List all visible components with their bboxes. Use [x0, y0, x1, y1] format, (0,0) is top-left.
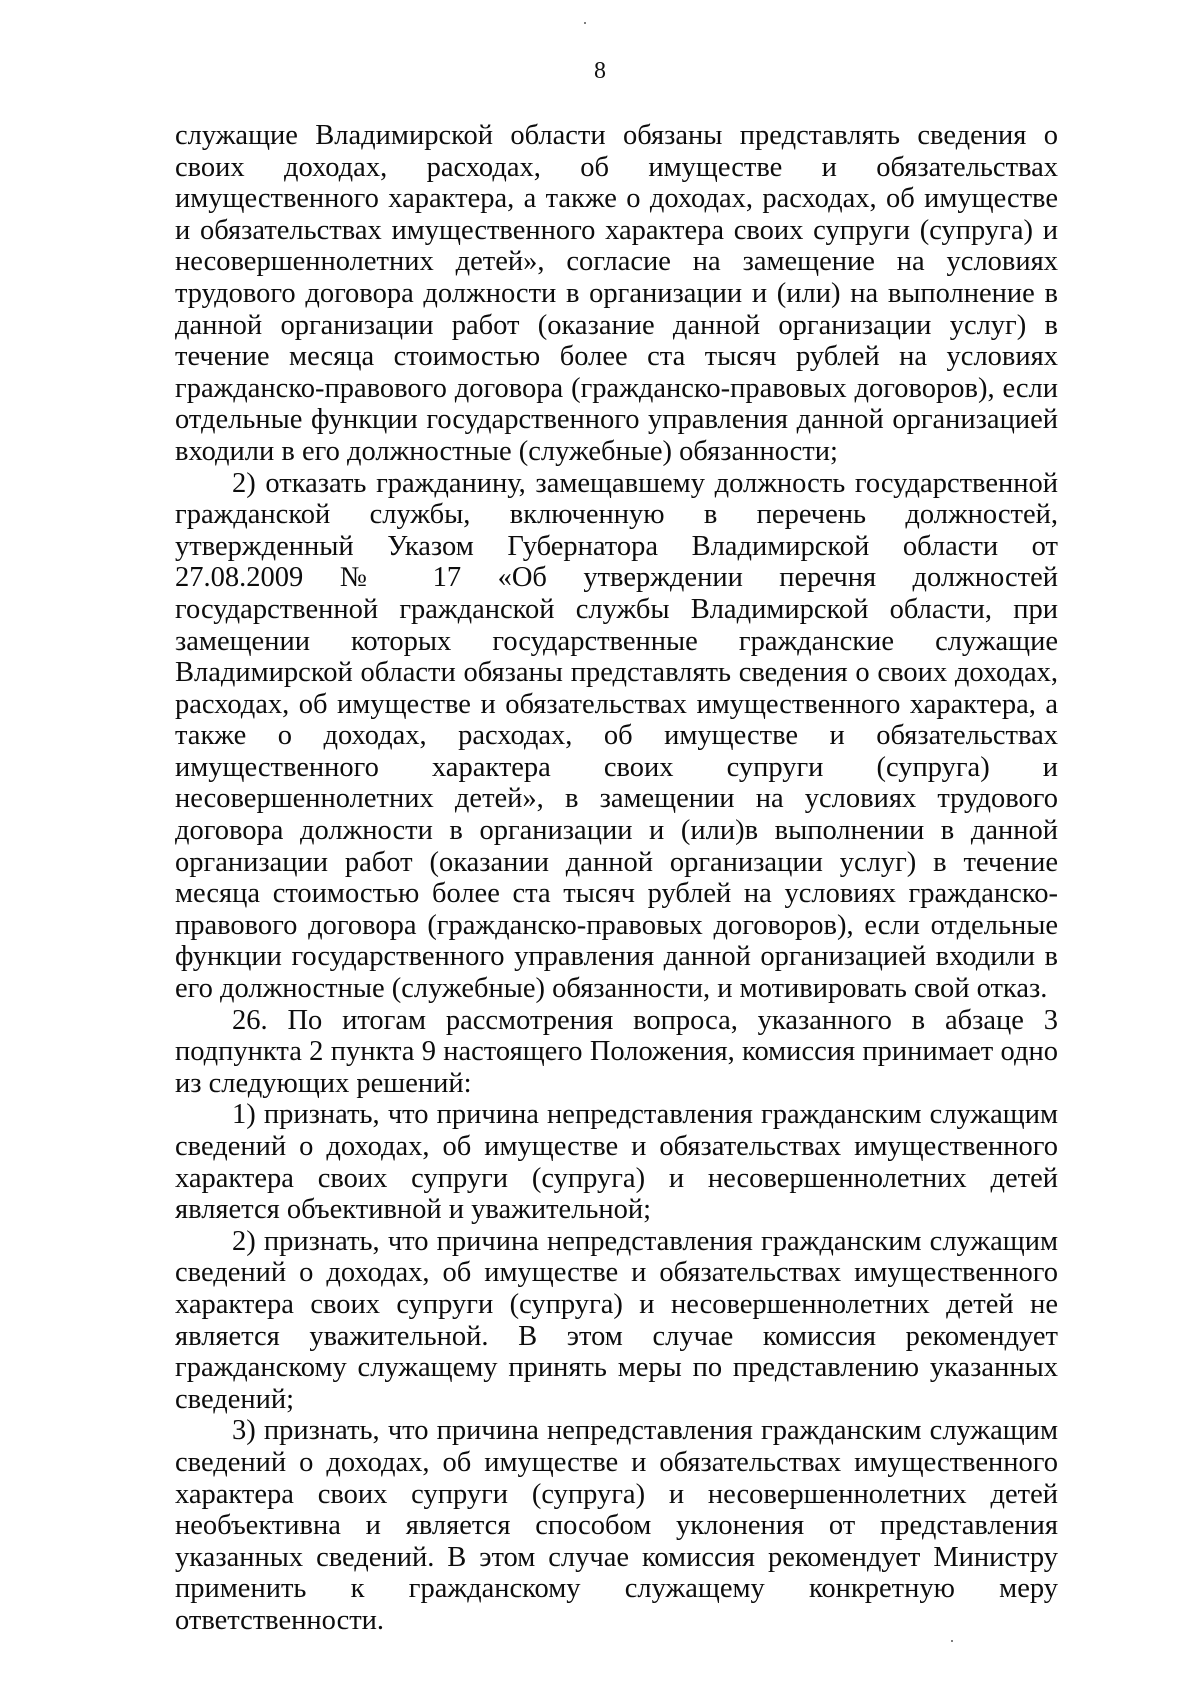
paragraph-item-2-refuse: 2) отказать гражданину, замещавшему должность государственной гражданской службы, включенную в перечень должностей, утвержденный Указом Губернатора Владимирской области от 27.08.2009 № 17 «Об утверждении перечня должностей государственной гражданской службы Владимирской области, при замещении которых государственные гражданские служащие Владимирской области обязаны представлять сведения о своих доходах, расходах, об имуществе и обязательствах имущественного характера, а также о доходах, расходах, об имуществе и обязательствах имущественного характера своих супруги (супруга) и несовершеннолетних детей», в замещении на условиях трудового договора должности в организации и (или)в выполнении в данной организации работ (оказании данной организации услуг) в течение месяца стоимостью более ста тысяч рублей на условиях гражданско-правового договора (гражданско-правовых договоров), если отдельные функции государственного управления данной организацией входили в его должностные (служебные) обязанности, и мотивировать свой отказ.: [175, 467, 1058, 1005]
paragraph-continuation: служащие Владимирской области обязаны представлять сведения о своих доходах, расходах, об имуществе и обязательствах имущественного характера, а также о доходах, расходах, об имуществе и обязательствах имущественного характера своих супруги (супруга) и несовершеннолетних детей», согласие на замещение на условиях трудового договора должности в организации и (или) на выполнение в данной организации работ (оказание данной организации услуг) в течение месяца стоимостью более ста тысяч рублей на условиях гражданско-правового договора (гражданско-правовых договоров), если отдельные функции государственного управления данной организацией входили в его должностные (служебные) обязанности;: [175, 120, 1058, 467]
paragraph-section-26: 26. По итогам рассмотрения вопроса, указанного в абзаце 3 подпункта 2 пункта 9 настоящего Положения, комиссия принимает одно из следующих решений:: [175, 1004, 1058, 1099]
page-number: 8: [594, 58, 606, 84]
scan-speck: [584, 22, 586, 24]
document-body: [175, 120, 1058, 1637]
paragraph-decision-1: 1) признать, что причина непредставления гражданским служащим сведений о доходах, об имуществе и обязательствах имущественного характера своих супруги (супруга) и несовершеннолетних детей является объективной и уважительной;: [175, 1099, 1058, 1226]
paragraph-decision-3: 3) признать, что причина непредставления гражданским служащим сведений о доходах, об имуществе и обязательствах имущественного характера своих супруги (супруга) и несовершеннолетних детей необъективна и является способом уклонения от представления указанных сведений. В этом случае комиссия рекомендует Министру применить к гражданскому служащему конкретную меру ответственности.: [175, 1415, 1058, 1636]
paragraph-decision-2: 2) признать, что причина непредставления гражданским служащим сведений о доходах, об имуществе и обязательствах имущественного характера своих супруги (супруга) и несовершеннолетних детей не является уважительной. В этом случае комиссия рекомендует гражданскому служащему принять меры по представлению указанных сведений;: [175, 1225, 1058, 1415]
scan-speck: [951, 1640, 953, 1642]
